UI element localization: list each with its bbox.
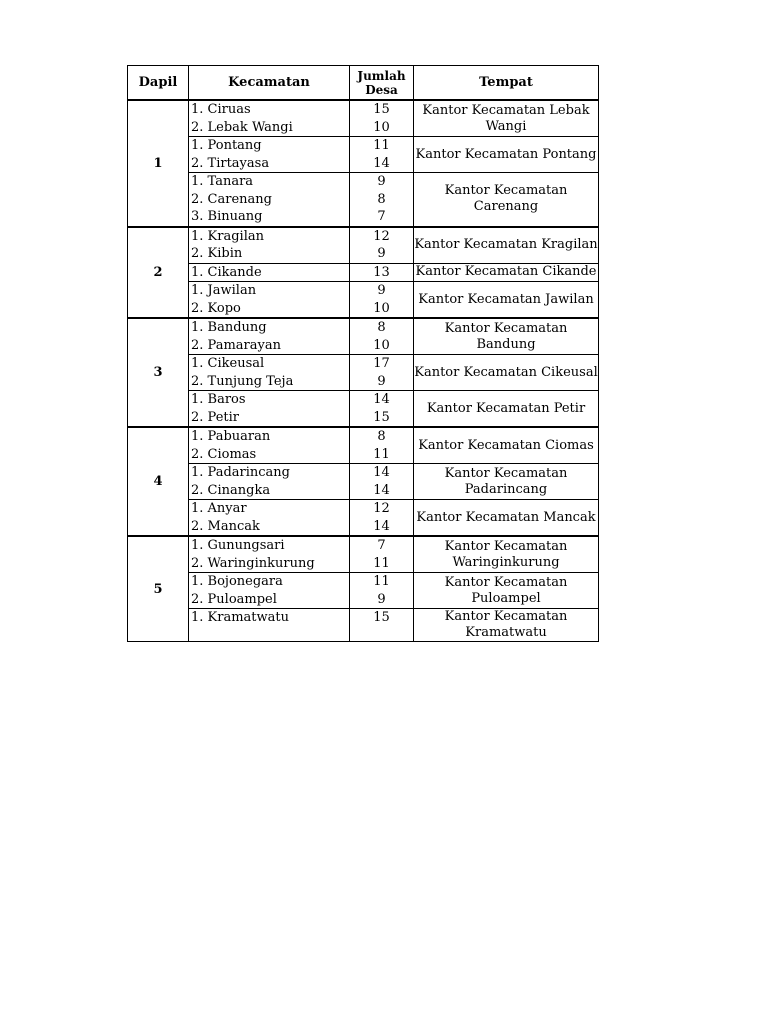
tempat-cell: Kantor Kecamatan Puloampel [414,573,599,609]
kecamatan-name: 2. Cinangka [191,482,271,498]
table-row [128,355,599,391]
jumlah-desa-value: 14 [373,482,390,498]
table-row [128,137,599,173]
jumlah-desa-value: 8 [377,191,386,207]
kecamatan-name: 1. Bandung [191,320,267,335]
kecamatan-cell [189,173,350,227]
header-kecamatan: Kecamatan [189,66,350,101]
kecamatan-cell [189,318,350,355]
jumlah-desa-value: 9 [377,373,386,389]
table-row [128,282,599,319]
dapil-cell: 2 [128,227,189,319]
kecamatan-cell [189,500,350,537]
dapil-cell: 5 [128,536,189,642]
jumlah-desa-value: 14 [373,465,390,480]
kecamatan-name: 2. Puloampel [191,591,277,607]
kecamatan-cell [189,282,350,319]
tempat-cell: Kantor Kecamatan Pontang [414,137,599,173]
jumlah-desa-value: 14 [373,155,390,171]
jumlah-desa-cell [350,263,414,282]
jumlah-desa-cell [350,282,414,319]
kecamatan-cell [189,536,350,573]
kecamatan-name: 2. Ciomas [191,446,257,462]
kecamatan-cell [189,573,350,609]
jumlah-desa-value: 8 [377,320,386,335]
header-tempat: Tempat [414,66,599,101]
kecamatan-name: 2. Mancak [191,518,260,534]
kecamatan-name: 2. Waringinkurung [191,555,315,571]
tempat-cell: Kantor Kecamatan Ciomas [414,427,599,464]
jumlah-desa-value: 8 [377,429,386,444]
kecamatan-name: 1. Kragilan [191,228,264,244]
header-jumlah-desa: Jumlah Desa [350,66,414,101]
kecamatan-cell [189,100,350,137]
jumlah-desa-cell [350,464,414,500]
kecamatan-name: 2. Kopo [191,300,241,316]
kecamatan-cell [189,227,350,264]
jumlah-desa-value: 14 [373,518,390,534]
kecamatan-name: 2. Petir [191,409,239,425]
tempat-cell: Kantor Kecamatan Cikande [414,263,599,282]
kecamatan-name: 1. Kramatwatu [191,610,289,625]
dapil-cell: 3 [128,318,189,427]
table-row [128,263,599,282]
kecamatan-name: 2. Pamarayan [191,337,281,353]
jumlah-desa-value: 11 [373,138,390,153]
tempat-cell: Kantor Kecamatan Padarincang [414,464,599,500]
jumlah-desa-value: 15 [373,409,390,425]
jumlah-desa-value: 9 [377,591,386,607]
jumlah-desa-cell [350,137,414,173]
jumlah-desa-value: 15 [373,610,390,625]
kecamatan-cell [189,391,350,428]
jumlah-desa-value: 15 [373,102,390,117]
tempat-cell: Kantor Kecamatan Waringinkurung [414,536,599,573]
kecamatan-name: 2. Tirtayasa [191,155,270,171]
jumlah-desa-value: 10 [373,300,390,316]
table-row [128,500,599,537]
kecamatan-cell [189,137,350,173]
table-row [128,427,599,464]
dapil-cell: 1 [128,100,189,227]
jumlah-desa-cell [350,100,414,137]
kecamatan-cell [189,355,350,391]
kecamatan-name: 1. Jawilan [191,283,257,298]
dapil-cell: 4 [128,427,189,536]
kecamatan-name: 1. Baros [191,392,246,407]
kecamatan-cell [189,263,350,282]
jumlah-desa-value: 17 [373,356,390,371]
kecamatan-cell [189,464,350,500]
table-row [128,227,599,264]
jumlah-desa-value: 7 [377,209,386,224]
kecamatan-name: 2. Kibin [191,246,243,261]
jumlah-desa-cell [350,355,414,391]
kecamatan-name: 1. Pontang [191,138,262,153]
tempat-cell: Kantor Kecamatan Kragilan [414,227,599,264]
tempat-cell: Kantor Kecamatan Jawilan [414,282,599,319]
kecamatan-name: 1. Cikeusal [191,356,265,371]
kecamatan-cell [189,609,350,642]
jumlah-desa-value: 12 [373,501,390,516]
kecamatan-name: 1. Padarincang [191,465,290,480]
jumlah-desa-cell [350,391,414,428]
jumlah-desa-value: 11 [373,446,390,462]
jumlah-desa-cell [350,173,414,227]
dapil-table-container [127,65,598,642]
kecamatan-name: 1. Cikande [191,264,262,280]
table-row [128,573,599,609]
kecamatan-name: 1. Pabuaran [191,429,271,444]
kecamatan-name: 2. Lebak Wangi [191,119,293,135]
table-row [128,173,599,227]
kecamatan-name: 3. Binuang [191,209,263,224]
jumlah-desa-value: 10 [373,337,390,353]
jumlah-desa-value: 10 [373,119,390,135]
table-row [128,391,599,428]
tempat-cell: Kantor Kecamatan Carenang [414,173,599,227]
kecamatan-cell [189,427,350,464]
kecamatan-name: 1. Bojonegara [191,574,283,589]
kecamatan-name: 2. Tunjung Teja [191,373,294,389]
jumlah-desa-value: 9 [377,283,386,298]
jumlah-desa-cell [350,227,414,264]
header-dapil: Dapil [128,66,189,101]
jumlah-desa-value: 11 [373,555,390,571]
tempat-cell: Kantor Kecamatan Petir [414,391,599,428]
tempat-cell: Kantor Kecamatan Kramatwatu [414,609,599,642]
table-row [128,536,599,573]
jumlah-desa-cell [350,427,414,464]
tempat-cell: Kantor Kecamatan Mancak [414,500,599,537]
kecamatan-name: 1. Ciruas [191,102,251,117]
kecamatan-name: 2. Carenang [191,191,272,207]
jumlah-desa-cell [350,500,414,537]
jumlah-desa-cell [350,536,414,573]
tempat-cell: Kantor Kecamatan Lebak Wangi [414,100,599,137]
jumlah-desa-cell [350,609,414,642]
jumlah-desa-value: 9 [377,246,386,261]
jumlah-desa-value: 7 [377,538,386,553]
dapil-table [127,65,599,642]
jumlah-desa-value: 11 [373,574,390,589]
kecamatan-name: 1. Anyar [191,501,247,516]
kecamatan-name: 1. Tanara [191,174,254,189]
table-row [128,318,599,355]
jumlah-desa-value: 12 [373,228,390,244]
jumlah-desa-cell [350,573,414,609]
table-header-row [128,66,599,101]
tempat-cell: Kantor Kecamatan Cikeusal [414,355,599,391]
tempat-cell: Kantor Kecamatan Bandung [414,318,599,355]
jumlah-desa-cell [350,318,414,355]
table-row [128,100,599,137]
jumlah-desa-value: 9 [377,174,386,189]
table-row [128,464,599,500]
kecamatan-name: 1. Gunungsari [191,538,285,553]
table-body [128,100,599,642]
jumlah-desa-value: 14 [373,392,390,407]
table-row [128,609,599,642]
jumlah-desa-value: 13 [373,264,390,280]
